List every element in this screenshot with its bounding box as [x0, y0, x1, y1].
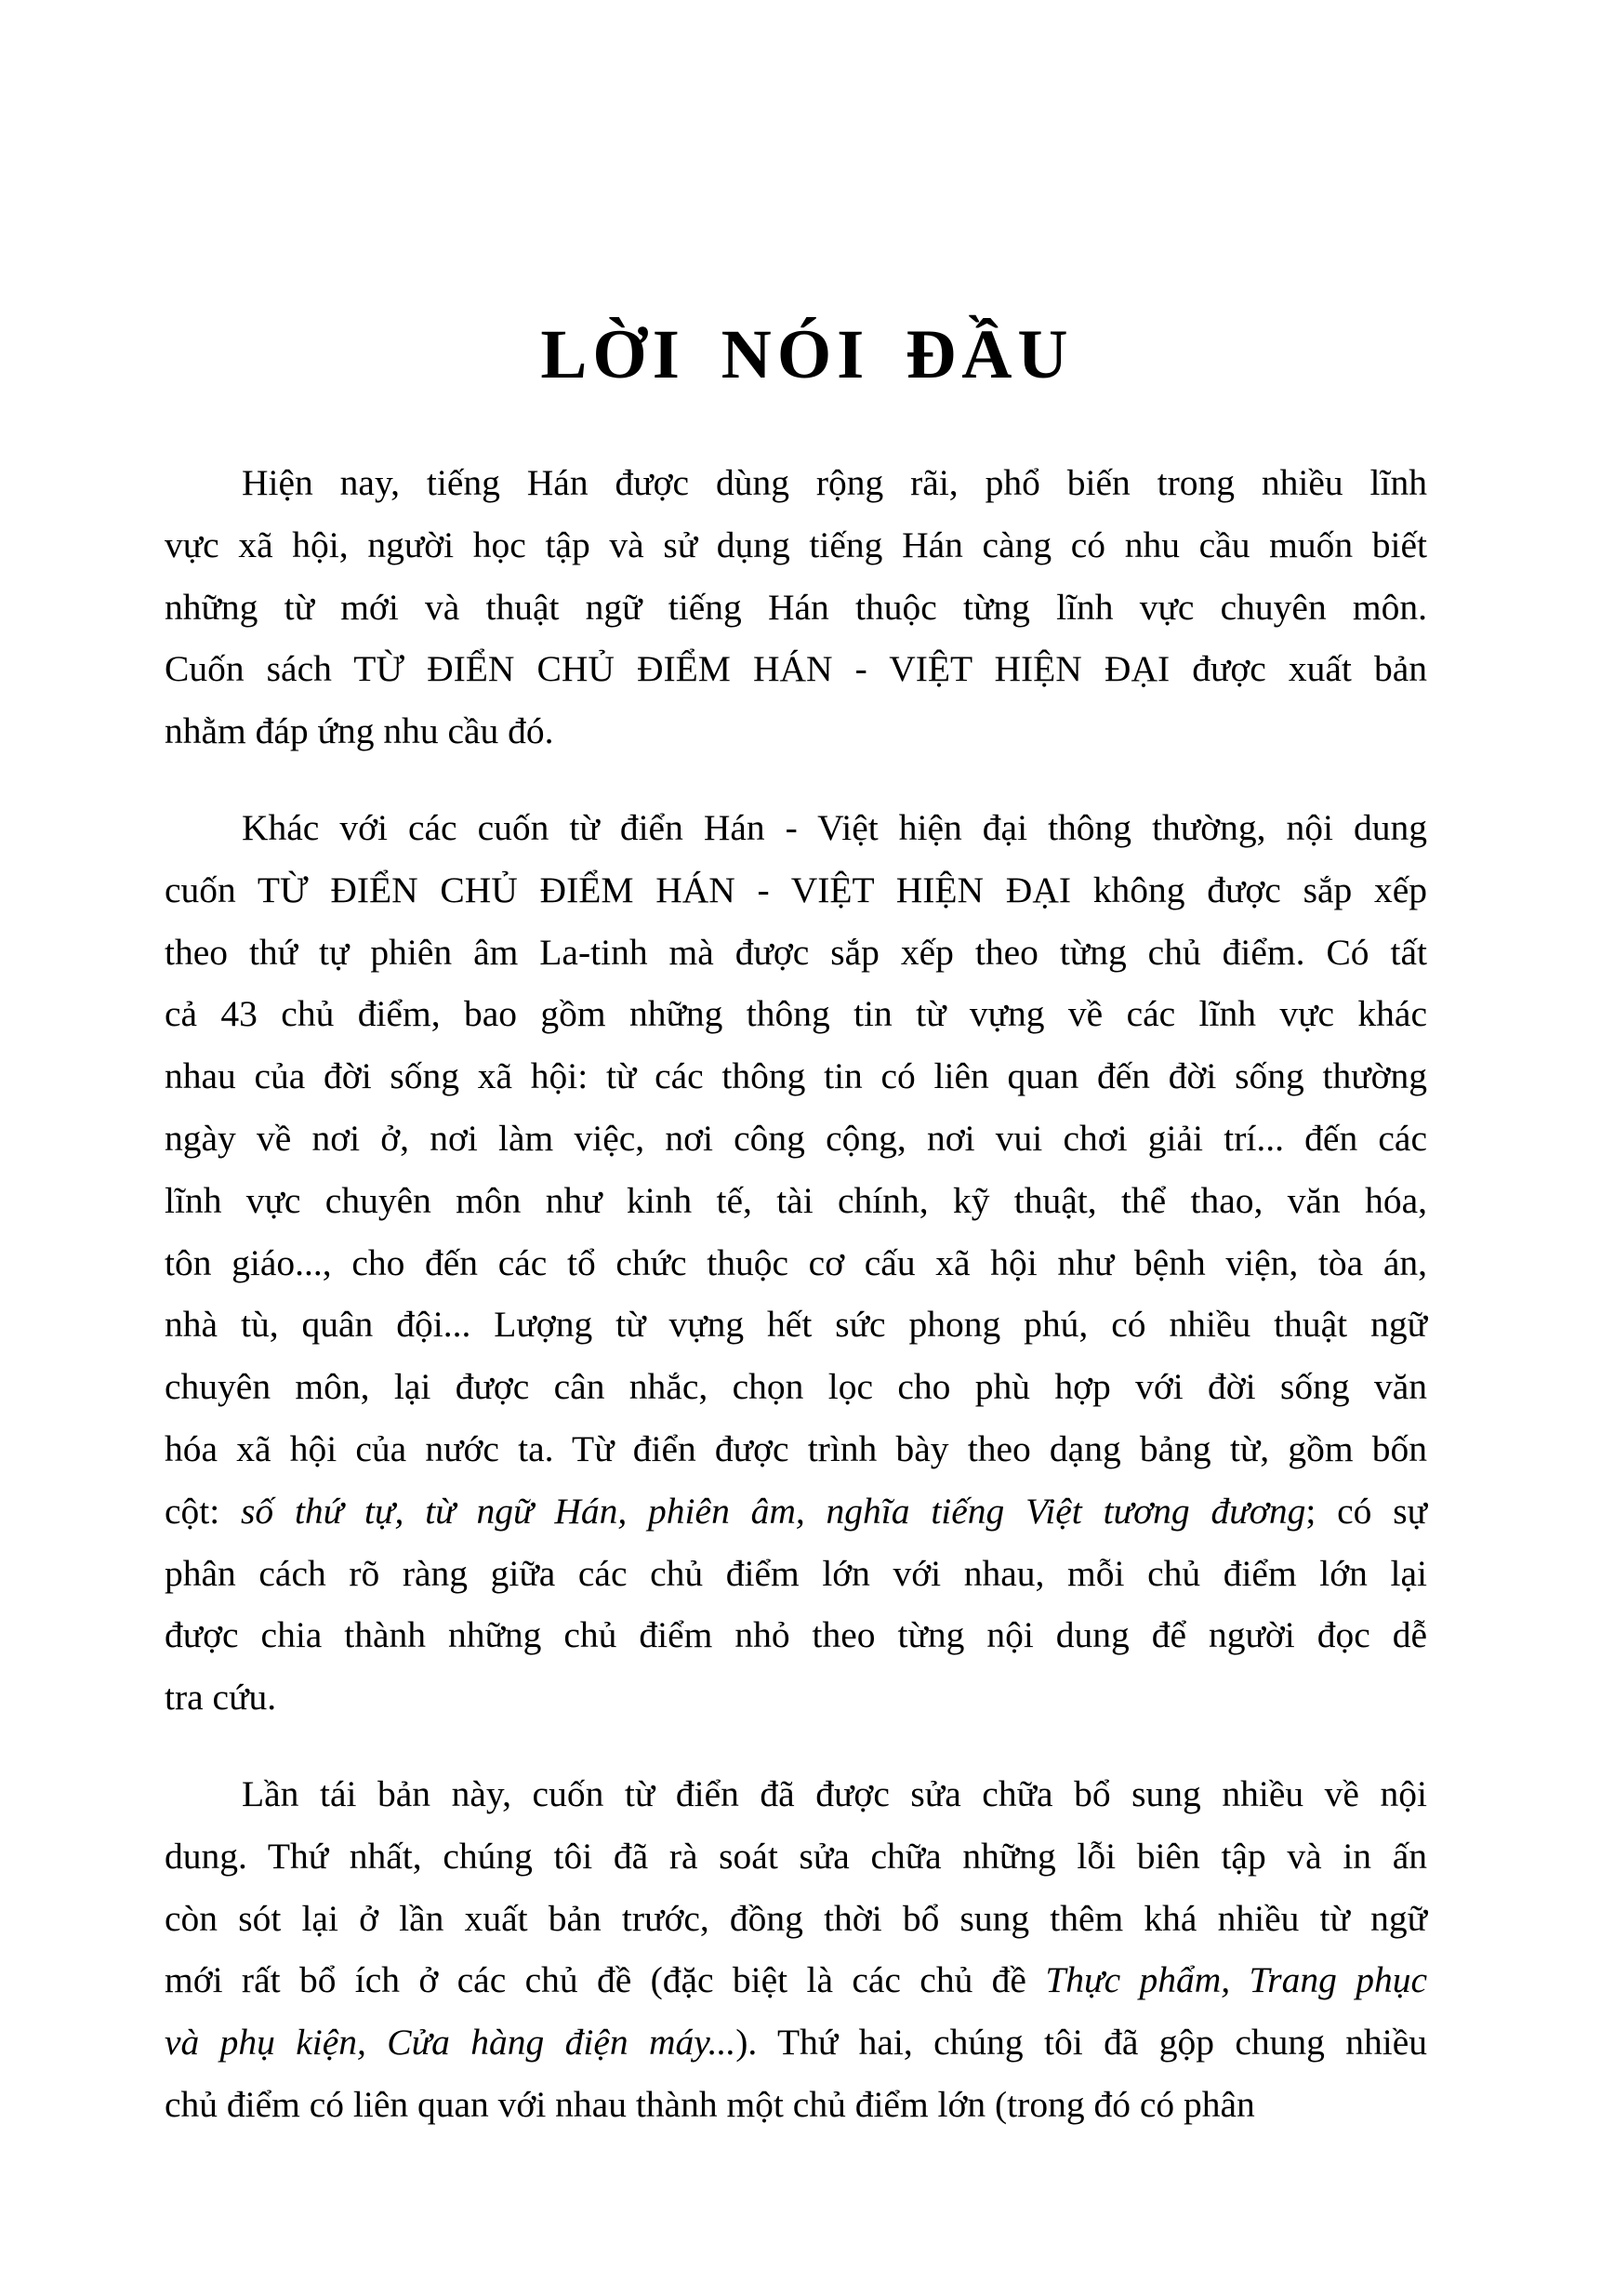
text-line — [165, 1480, 1427, 1543]
text-line — [165, 1356, 1427, 1418]
text-segment: còn sót lại ở lần xuất bản trước, đồng thời bổ sung thêm khá nhiều từ ngữ — [165, 1897, 1427, 1939]
text-segment: mới rất bổ ích ở các chủ đề (đặc biệt là các chủ đề — [165, 1959, 1046, 2001]
text-segment: Khác với các cuốn từ điển Hán - Việt hiện đại thông thường, nội dung — [242, 806, 1427, 848]
text-line — [165, 577, 1427, 639]
text-segment: vực xã hội, người học tập và sử dụng tiếng Hán càng có nhu cầu muốn biết — [165, 524, 1427, 565]
text-line — [165, 452, 1427, 514]
text-line — [165, 1294, 1427, 1356]
text-line — [165, 983, 1427, 1045]
text-segment: ngày về nơi ở, nơi làm việc, nơi công cộng, nơi vui chơi giải trí... đến các — [165, 1117, 1427, 1159]
text-line — [165, 922, 1427, 984]
text-line — [165, 1170, 1427, 1232]
text-line — [165, 1949, 1427, 2011]
text-line — [165, 2074, 1427, 2136]
text-segment: nhau của đời sống xã hội: từ các thông tin có liên quan đến đời sống thường — [165, 1055, 1427, 1097]
text-line — [165, 1418, 1427, 1480]
text-line — [165, 1825, 1427, 1888]
text-segment: cuốn TỪ ĐIỂN CHỦ ĐIỂM HÁN - VIỆT HIỆN ĐẠI không được sắp xếp — [165, 869, 1427, 910]
text-segment: ). Thứ hai, chúng tôi đã gộp chung nhiều — [735, 2022, 1427, 2064]
page-title: LỜI NÓI ĐẦU — [540, 316, 1074, 394]
italic-text-segment: và phụ kiện, Cửa hàng điện máy... — [165, 2022, 736, 2064]
text-line — [165, 638, 1427, 700]
text-line — [165, 700, 1427, 763]
italic-text-segment: số thứ tự, từ ngữ Hán, phiên âm, nghĩa tiếng Việt tương đương — [241, 1490, 1306, 1532]
text-line — [165, 514, 1427, 577]
text-line — [165, 1604, 1427, 1666]
text-line — [165, 2011, 1427, 2074]
text-segment: nhằm đáp ứng nhu cầu đó. — [165, 710, 554, 752]
text-line — [165, 859, 1427, 922]
text-segment: phân cách rõ ràng giữa các chủ điểm lớn với nhau, mỗi chủ điểm lớn lại — [165, 1552, 1427, 1594]
text-segment: lĩnh vực chuyên môn như kinh tế, tài chính, kỹ thuật, thể thao, văn hóa, — [165, 1179, 1427, 1221]
text-segment: những từ mới và thuật ngữ tiếng Hán thuộc từng lĩnh vực chuyên môn. — [165, 586, 1427, 628]
text-line — [165, 1888, 1427, 1950]
text-line — [165, 1543, 1427, 1605]
text-line — [165, 1108, 1427, 1170]
text-segment: tra cứu. — [165, 1677, 277, 1719]
text-segment: nhà tù, quân đội... Lượng từ vựng hết sức phong phú, có nhiều thuật ngữ — [165, 1304, 1427, 1346]
text-segment: chủ điểm có liên quan với nhau thành một chủ điểm lớn (trong đó có phân — [165, 2083, 1255, 2125]
paragraph — [165, 452, 1427, 763]
text-segment: Lần tái bản này, cuốn từ điển đã được sửa chữa bổ sung nhiều về nội — [242, 1772, 1427, 1814]
text-segment: tôn giáo..., cho đến các tổ chức thuộc cơ cấu xã hội như bệnh viện, tòa án, — [165, 1241, 1427, 1283]
text-segment: cả 43 chủ điểm, bao gồm những thông tin từ vựng về các lĩnh vực khác — [165, 993, 1427, 1035]
document-body — [165, 452, 1427, 2136]
text-line — [165, 1666, 1427, 1729]
text-line — [165, 1232, 1427, 1294]
text-segment: Cuốn sách TỪ ĐIỂN CHỦ ĐIỂM HÁN - VIỆT HIỆN ĐẠI được xuất bản — [165, 648, 1427, 690]
text-segment: chuyên môn, lại được cân nhắc, chọn lọc cho phù hợp với đời sống văn — [165, 1366, 1427, 1408]
text-segment: cột: — [165, 1490, 242, 1532]
text-line — [165, 1045, 1427, 1108]
text-segment: được chia thành những chủ điểm nhỏ theo từng nội dung để người đọc dễ — [165, 1614, 1427, 1656]
text-segment: hóa xã hội của nước ta. Từ điển được trình bày theo dạng bảng từ, gồm bốn — [165, 1427, 1427, 1469]
text-line — [165, 1763, 1427, 1825]
text-segment: Hiện nay, tiếng Hán được dùng rộng rãi, phổ biến trong nhiều lĩnh — [242, 462, 1427, 503]
text-segment: theo thứ tự phiên âm La-tinh mà được sắp xếp theo từng chủ điểm. Có tất — [165, 931, 1427, 973]
paragraph — [165, 797, 1427, 1729]
text-line — [165, 797, 1427, 859]
text-segment: ; có sự — [1305, 1490, 1427, 1532]
text-segment: dung. Thứ nhất, chúng tôi đã rà soát sửa chữa những lỗi biên tập và in ấn — [165, 1835, 1427, 1877]
paragraph — [165, 1763, 1427, 2136]
italic-text-segment: Thực phẩm, Trang phục — [1045, 1959, 1427, 2001]
